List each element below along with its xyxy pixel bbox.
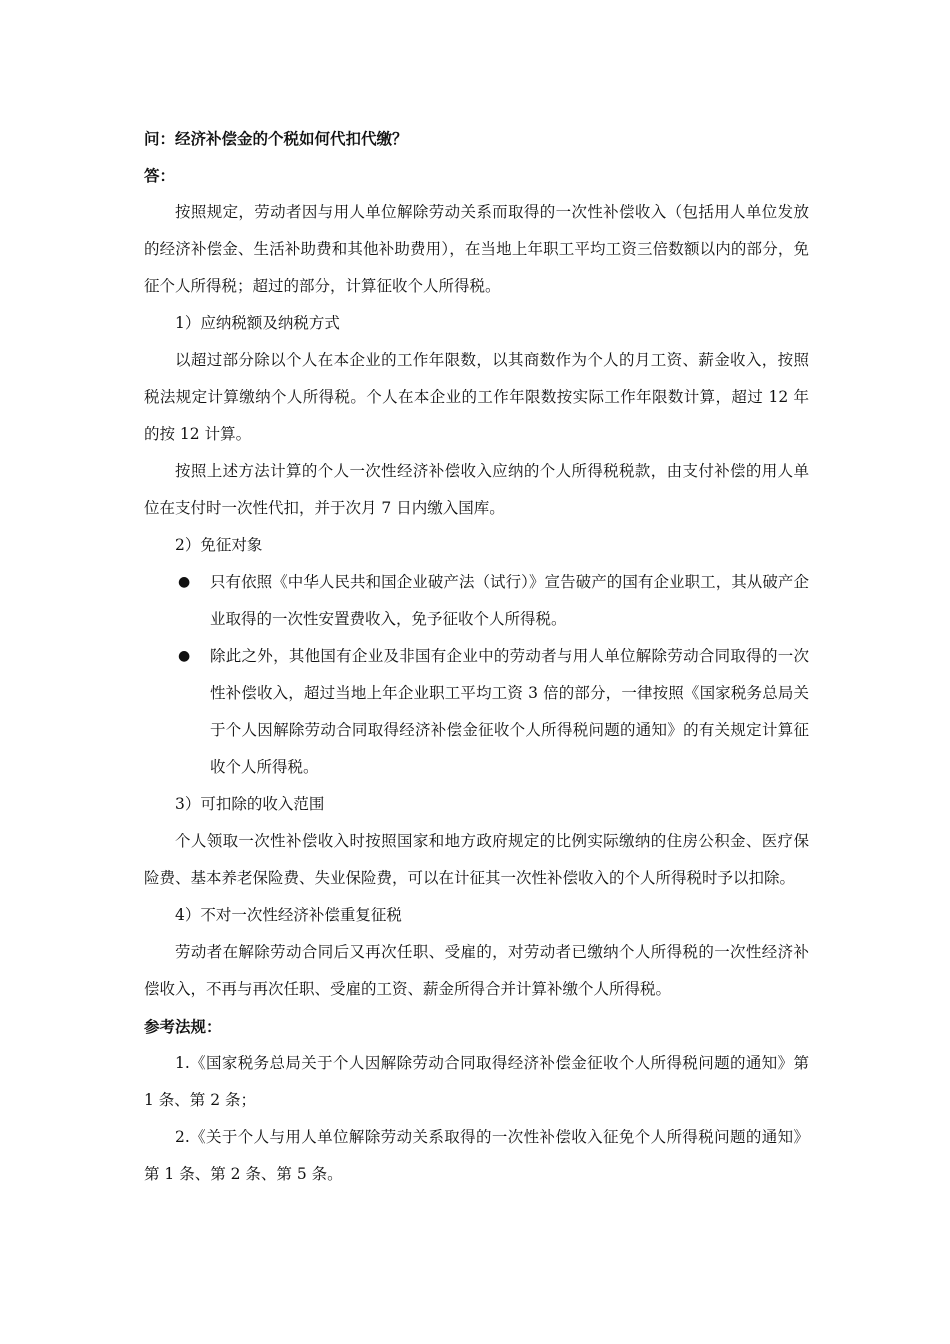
references-heading: 参考法规： — [144, 1017, 222, 1036]
section-3-paragraph: 个人领取一次性补偿收入时按照国家和地方政府规定的比例实际缴纳的住房公积金、医疗保险费、基本养老保险费、失业保险费，可以在计征其一次性补偿收入的个人所得税时予以扣除。 — [144, 832, 809, 887]
bullet-item-2 — [144, 638, 809, 786]
bullet-icon: ● — [178, 574, 191, 590]
bullet-icon: ● — [178, 648, 191, 664]
section-4-title: 4）不对一次性经济补偿重复征税 — [175, 906, 402, 924]
reference-item-1: 1.《国家税务总局关于个人因解除劳动合同取得经济补偿金征收个人所得税问题的通知》第 1 条、第 2 条； — [144, 1054, 809, 1109]
section-4-paragraph: 劳动者在解除劳动合同后又再次任职、受雇的，对劳动者已缴纳个人所得税的一次性经济补偿收入，不再与再次任职、受雇的工资、薪金所得合并计算补缴个人所得税。 — [144, 943, 809, 998]
reference-item-2: 2.《关于个人与用人单位解除劳动关系取得的一次性补偿收入征免个人所得税问题的通知》第 1 条、第 2 条、第 5 条。 — [144, 1128, 809, 1183]
question-heading: 问：经济补偿金的个税如何代扣代缴？ — [144, 129, 408, 148]
section-2-title: 2）免征对象 — [175, 536, 263, 554]
intro-paragraph: 按照规定，劳动者因与用人单位解除劳动关系而取得的一次性补偿收入（包括用人单位发放的经济补偿金、生活补助费和其他补助费用），在当地上年职工平均工资三倍数额以内的部分，免征个人所得税；超过的部分，计算征收个人所得税。 — [144, 203, 809, 295]
section-1-paragraph-2: 按照上述方法计算的个人一次性经济补偿收入应纳的个人所得税税款，由支付补偿的用人单位在支付时一次性代扣，并于次月 7 日内缴入国库。 — [144, 462, 809, 517]
section-3-title: 3）可扣除的收入范围 — [175, 795, 325, 813]
answer-label: 答： — [144, 166, 176, 185]
document-body — [144, 120, 809, 1193]
bullet-text-1: 只有依照《中华人民共和国企业破产法（试行）》宣告破产的国有企业职工，其从破产企业取得的一次性安置费收入，免予征收个人所得税。 — [210, 573, 809, 628]
section-1-paragraph-1: 以超过部分除以个人在本企业的工作年限数，以其商数作为个人的月工资、薪金收入，按照税法规定计算缴纳个人所得税。个人在本企业的工作年限数按实际工作年限数计算，超过 12 年的按 12 计算。 — [144, 351, 809, 443]
section-1-title: 1）应纳税额及纳税方式 — [175, 314, 340, 332]
bullet-text-2: 除此之外，其他国有企业及非国有企业中的劳动者与用人单位解除劳动合同取得的一次性补偿收入，超过当地上年企业职工平均工资 3 倍的部分，一律按照《国家税务总局关于个人因解除劳动合同取得经济补偿金征收个人所得税问题的通知》的有关规定计算征收个人所得税。 — [210, 647, 809, 776]
bullet-item-1 — [144, 564, 809, 638]
